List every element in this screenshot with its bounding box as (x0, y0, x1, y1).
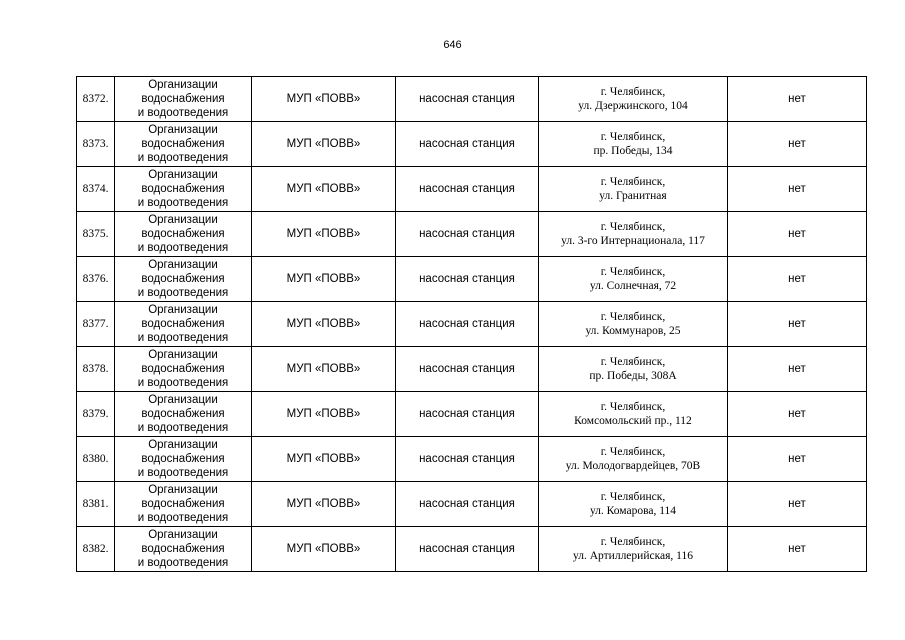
address-line: г. Челябинск, (600, 221, 666, 233)
address-line: г. Челябинск, (600, 446, 666, 458)
note-cell: нет (728, 77, 867, 122)
organization-category-line: водоснабжения (141, 183, 225, 195)
address-line: г. Челябинск, (600, 356, 666, 368)
address-cell (539, 212, 728, 257)
table-row (77, 302, 867, 347)
organization-category-line: водоснабжения (141, 273, 225, 285)
row-number-cell: 8377. (77, 302, 115, 347)
organization-category-line: Организации (148, 259, 218, 271)
facility-type-cell: насосная станция (396, 302, 539, 347)
address-cell (539, 77, 728, 122)
organization-category-cell (115, 527, 252, 572)
organization-category-line: и водоотведения (137, 287, 229, 299)
row-number-cell: 8381. (77, 482, 115, 527)
organization-category-line: водоснабжения (141, 318, 225, 330)
registry-table (76, 76, 867, 572)
organization-category-line: Организации (148, 439, 218, 451)
organization-category-cell (115, 257, 252, 302)
organization-category-line: водоснабжения (141, 363, 225, 375)
organization-category-line: Организации (148, 124, 218, 136)
note-cell: нет (728, 212, 867, 257)
facility-type-cell: насосная станция (396, 167, 539, 212)
row-number-cell: 8373. (77, 122, 115, 167)
organization-category-line: и водоотведения (137, 422, 229, 434)
organization-category-line: и водоотведения (137, 152, 229, 164)
organization-category-cell (115, 437, 252, 482)
operator-cell: МУП «ПОВВ» (252, 302, 396, 347)
address-line: г. Челябинск, (600, 266, 666, 278)
table-row (77, 392, 867, 437)
organization-category-line: и водоотведения (137, 332, 229, 344)
table-row (77, 437, 867, 482)
organization-category-line: водоснабжения (141, 453, 225, 465)
operator-cell: МУП «ПОВВ» (252, 212, 396, 257)
facility-type-cell: насосная станция (396, 257, 539, 302)
table-row (77, 122, 867, 167)
table-row (77, 77, 867, 122)
operator-cell: МУП «ПОВВ» (252, 347, 396, 392)
address-line: ул. Дзержинского, 104 (578, 100, 688, 112)
facility-type-cell: насосная станция (396, 437, 539, 482)
table-row (77, 257, 867, 302)
note-cell: нет (728, 167, 867, 212)
address-line: г. Челябинск, (600, 176, 666, 188)
note-cell: нет (728, 392, 867, 437)
facility-type-cell: насосная станция (396, 482, 539, 527)
organization-category-line: водоснабжения (141, 408, 225, 420)
organization-category-line: и водоотведения (137, 107, 229, 119)
organization-category-cell (115, 392, 252, 437)
table-row (77, 167, 867, 212)
operator-cell: МУП «ПОВВ» (252, 167, 396, 212)
address-line: пр. Победы, 134 (593, 145, 673, 157)
address-cell (539, 527, 728, 572)
note-cell: нет (728, 122, 867, 167)
address-line: г. Челябинск, (600, 86, 666, 98)
address-cell (539, 167, 728, 212)
address-line: Комсомольский пр., 112 (574, 415, 692, 427)
address-line: ул. 3-го Интернационала, 117 (561, 235, 705, 247)
address-cell (539, 302, 728, 347)
note-cell: нет (728, 347, 867, 392)
organization-category-line: и водоотведения (137, 512, 229, 524)
note-cell: нет (728, 302, 867, 347)
address-line: пр. Победы, 308А (589, 370, 677, 382)
address-line: ул. Комарова, 114 (589, 505, 677, 517)
row-number-cell: 8375. (77, 212, 115, 257)
operator-cell: МУП «ПОВВ» (252, 482, 396, 527)
table-row (77, 527, 867, 572)
row-number-cell: 8374. (77, 167, 115, 212)
organization-category-line: и водоотведения (137, 467, 229, 479)
organization-category-line: Организации (148, 214, 218, 226)
organization-category-cell (115, 122, 252, 167)
address-line: г. Челябинск, (600, 536, 666, 548)
address-line: ул. Молодогвардейцев, 70В (565, 460, 701, 472)
note-cell: нет (728, 527, 867, 572)
operator-cell: МУП «ПОВВ» (252, 257, 396, 302)
row-number-cell: 8379. (77, 392, 115, 437)
table-row (77, 212, 867, 257)
organization-category-line: водоснабжения (141, 138, 225, 150)
address-line: ул. Коммунаров, 25 (585, 325, 681, 337)
address-cell (539, 257, 728, 302)
note-cell: нет (728, 482, 867, 527)
organization-category-line: Организации (148, 79, 218, 91)
address-cell (539, 437, 728, 482)
organization-category-cell (115, 302, 252, 347)
organization-category-line: Организации (148, 304, 218, 316)
organization-category-line: и водоотведения (137, 557, 229, 569)
organization-category-line: водоснабжения (141, 93, 225, 105)
address-cell (539, 347, 728, 392)
organization-category-line: Организации (148, 529, 218, 541)
address-line: г. Челябинск, (600, 311, 666, 323)
operator-cell: МУП «ПОВВ» (252, 392, 396, 437)
organization-category-line: Организации (148, 394, 218, 406)
address-line: г. Челябинск, (600, 491, 666, 503)
address-cell (539, 392, 728, 437)
organization-category-cell (115, 167, 252, 212)
address-line: г. Челябинск, (600, 401, 666, 413)
organization-category-line: водоснабжения (141, 228, 225, 240)
table-row (77, 347, 867, 392)
address-line: ул. Солнечная, 72 (589, 280, 677, 292)
organization-category-line: водоснабжения (141, 498, 225, 510)
organization-category-line: Организации (148, 484, 218, 496)
table-row (77, 482, 867, 527)
address-line: г. Челябинск, (600, 131, 666, 143)
facility-type-cell: насосная станция (396, 527, 539, 572)
note-cell: нет (728, 437, 867, 482)
organization-category-cell (115, 77, 252, 122)
operator-cell: МУП «ПОВВ» (252, 122, 396, 167)
organization-category-cell (115, 482, 252, 527)
organization-category-line: и водоотведения (137, 377, 229, 389)
address-line: ул. Гранитная (599, 190, 667, 202)
row-number-cell: 8372. (77, 77, 115, 122)
row-number-cell: 8378. (77, 347, 115, 392)
organization-category-line: Организации (148, 169, 218, 181)
facility-type-cell: насосная станция (396, 77, 539, 122)
facility-type-cell: насосная станция (396, 122, 539, 167)
address-cell (539, 482, 728, 527)
operator-cell: МУП «ПОВВ» (252, 527, 396, 572)
facility-type-cell: насосная станция (396, 392, 539, 437)
facility-type-cell: насосная станция (396, 212, 539, 257)
row-number-cell: 8382. (77, 527, 115, 572)
organization-category-line: Организации (148, 349, 218, 361)
organization-category-cell (115, 212, 252, 257)
organization-category-line: и водоотведения (137, 197, 229, 209)
row-number-cell: 8376. (77, 257, 115, 302)
organization-category-cell (115, 347, 252, 392)
organization-category-line: водоснабжения (141, 543, 225, 555)
organization-category-line: и водоотведения (137, 242, 229, 254)
address-line: ул. Артиллерийская, 116 (573, 550, 693, 562)
page-number: 646 (443, 39, 462, 51)
row-number-cell: 8380. (77, 437, 115, 482)
note-cell: нет (728, 257, 867, 302)
operator-cell: МУП «ПОВВ» (252, 437, 396, 482)
address-cell (539, 122, 728, 167)
operator-cell: МУП «ПОВВ» (252, 77, 396, 122)
registry-table-body (77, 77, 867, 572)
facility-type-cell: насосная станция (396, 347, 539, 392)
